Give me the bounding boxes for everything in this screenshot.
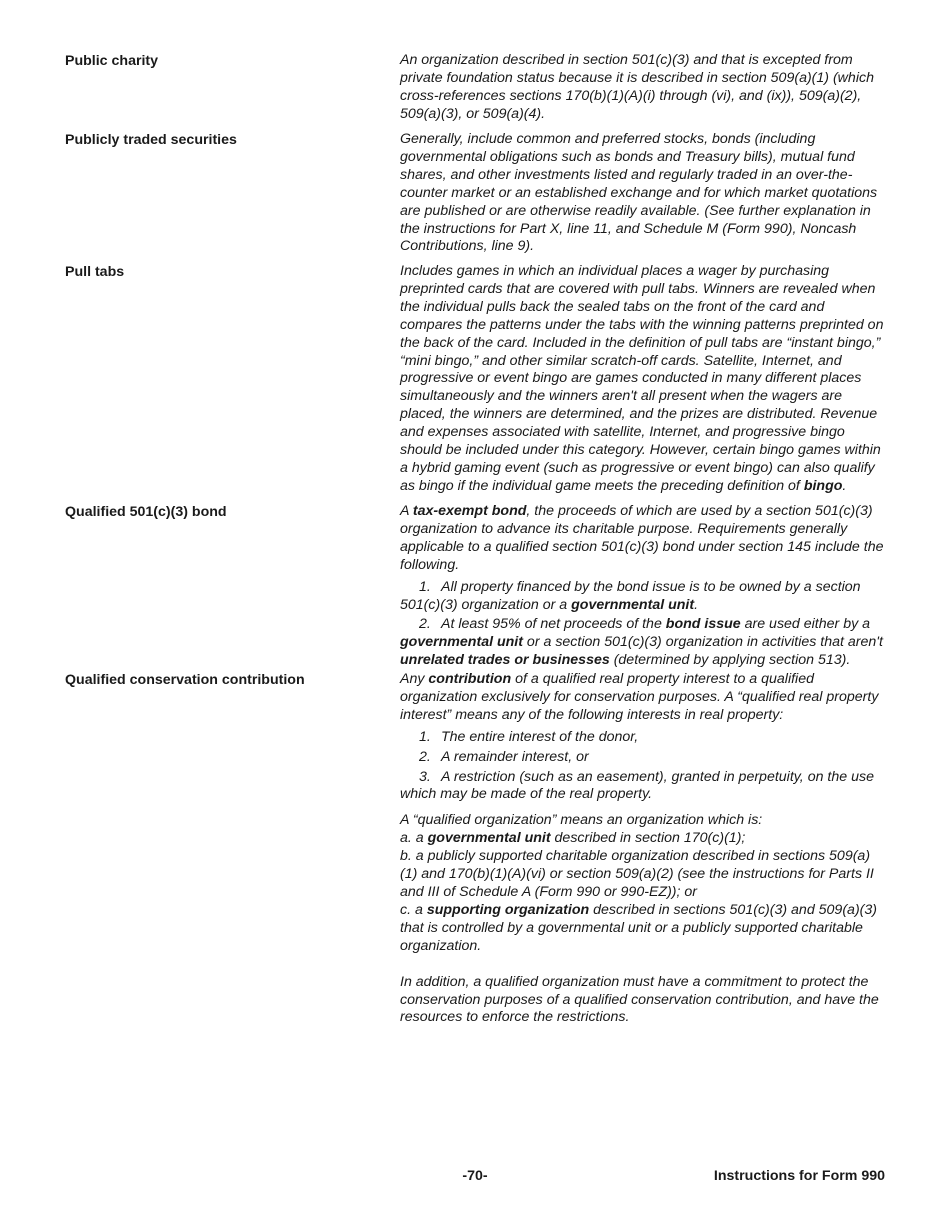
list-number: 3. — [419, 768, 431, 785]
definition-text: Generally, include common and preferred stocks, bonds (including governmental obligations such as bonds and Treasury bills), mutual fund shares, and other investments listed and regularly traded in an over-the-counter market or an established exchange and for which market quotations are published or are otherwise readily available. (See further explanation in the instructions for Part X, line 11, and Schedule M (Form 990), Noncash Contributions, line 9). — [400, 131, 878, 255]
term-heading: Public charity — [65, 53, 159, 69]
qualified-organization-a — [400, 830, 886, 848]
definition-text-part: The entire interest of the donor, — [441, 728, 639, 745]
term-definition — [400, 263, 886, 496]
list-number: 1. — [419, 578, 431, 595]
definition-intro — [400, 671, 886, 725]
definition-text-part: or a section 501(c)(3) organization in activities that aren't — [522, 634, 883, 651]
definition-text-part: c. a — [400, 901, 427, 918]
term-definition — [400, 671, 886, 1027]
list-item — [400, 616, 886, 670]
definition-text-part: A — [400, 503, 413, 519]
term-heading: Qualified 501(c)(3) bond — [65, 504, 227, 520]
list-item — [400, 579, 886, 615]
definition-text-part: A remainder interest, or — [441, 748, 589, 765]
definition-text-part: of a qualified real property interest to a qualified organization exclusively for conservation purposes. A “qualified real property interest” means any of the following interests in real property: — [400, 671, 879, 723]
list-item — [400, 749, 886, 767]
term-definition — [400, 131, 886, 256]
definition-text-part: Includes games in which an individual places a wager by purchasing preprinted cards that are covered with pull tabs. Winners are revealed when the individual pulls back the sealed tabs on the front of the card and compares the patterns under the tabs with the winning patterns preprinted on the back of the card. Included in the definition of pull tabs are “instant bingo,” “mini bingo,” and other similar scratch-off cards. Satellite, Internet, and progressive or event bingo are games conducted in many different places simultaneously and the winners aren't all present when the wagers are placed, the winners are determined, and the prizes are distributed. Revenue and expenses associated with satellite, Internet, and progressive bingo should be included under this category. However, certain bingo games within a hybrid gaming event (such as progressive or event bingo) can also qualify as bingo if the individual game meets the preceding definition of — [400, 263, 884, 494]
definition-intro — [400, 503, 886, 575]
definition-text-part: are used either by a — [740, 616, 871, 633]
qualified-organization-b: b. a publicly supported charitable organization described in sections 509(a)(1) and 170(b)(1)(A)(vi) or section 509(a)(2) (see the instructions for Parts II and III of Schedule A (Form 990 or 990-EZ)); or — [400, 848, 874, 900]
definition-text-part: Any — [400, 671, 429, 687]
list-number: 2. — [419, 748, 431, 765]
definition-text-part: described in sections 501(c)(3) and 509(a)(3) that is controlled by a governmental unit or a publicly supported charitable organization. — [400, 901, 878, 954]
defined-term-link: bond issue — [665, 616, 741, 633]
closing-paragraph: In addition, a qualified organization must have a commitment to protect the conservation purposes of a qualified conservation contribution, and have the resources to enforce the restrictions. — [400, 973, 879, 1026]
defined-term-link: tax-exempt bond — [412, 503, 527, 519]
definition-text: An organization described in section 501(c)(3) and that is excepted from private foundation status because it is described in section 509(a)(1) (which cross-references sections 170(b)(1)(A)(i) through (vi), and (ix)), 509(a)(2), 509(a)(3), or 509(a)(4). — [400, 52, 874, 122]
definition-text-part: described in section 170(c)(1); — [550, 830, 746, 847]
definition-text-part: . — [842, 477, 847, 494]
defined-term-link: governmental unit — [400, 634, 523, 651]
defined-term-link: governmental unit — [427, 830, 551, 847]
defined-term-link: contribution — [428, 671, 512, 687]
list-item — [400, 729, 886, 747]
definition-text-part: (determined by applying section 513). — [609, 652, 851, 669]
definition-text-part: A restriction (such as an easement), granted in perpetuity, on the use which may be made of the real property. — [400, 768, 874, 803]
definition-text-part: All property financed by the bond issue is to be owned by a section 501(c)(3) organization or a — [400, 578, 861, 613]
definition-text — [400, 263, 886, 496]
qualified-organization-intro: A “qualified organization” means an organization which is: — [400, 812, 763, 829]
term-definition — [400, 503, 886, 670]
term-definition — [400, 52, 886, 124]
qualified-organization-c — [400, 902, 886, 956]
definition-text-part: , the proceeds of which are used by a section 501(c)(3) organization to advance its charitable purpose. Requirements generally applicable to a qualified section 501(c)(3) bond under section 145 include the following. — [400, 503, 884, 573]
list-number: 1. — [419, 728, 431, 745]
definition-text-part: . — [694, 596, 699, 613]
list-item — [400, 769, 886, 805]
defined-term-link: governmental unit — [571, 596, 695, 613]
page-number: -70- — [462, 1168, 488, 1184]
document-title: Instructions for Form 990 — [713, 1168, 885, 1184]
defined-term-link: supporting organization — [426, 901, 590, 918]
definition-text-part: a. a — [400, 830, 428, 847]
definition-text-part: At least 95% of net proceeds of the — [441, 616, 666, 633]
defined-term-link: bingo — [803, 477, 843, 494]
term-heading: Pull tabs — [65, 264, 125, 280]
list-number: 2. — [419, 616, 431, 633]
defined-term-link: unrelated trades or businesses — [400, 652, 610, 669]
term-heading: Qualified conservation contribution — [65, 672, 305, 688]
term-heading: Publicly traded securities — [65, 132, 237, 148]
